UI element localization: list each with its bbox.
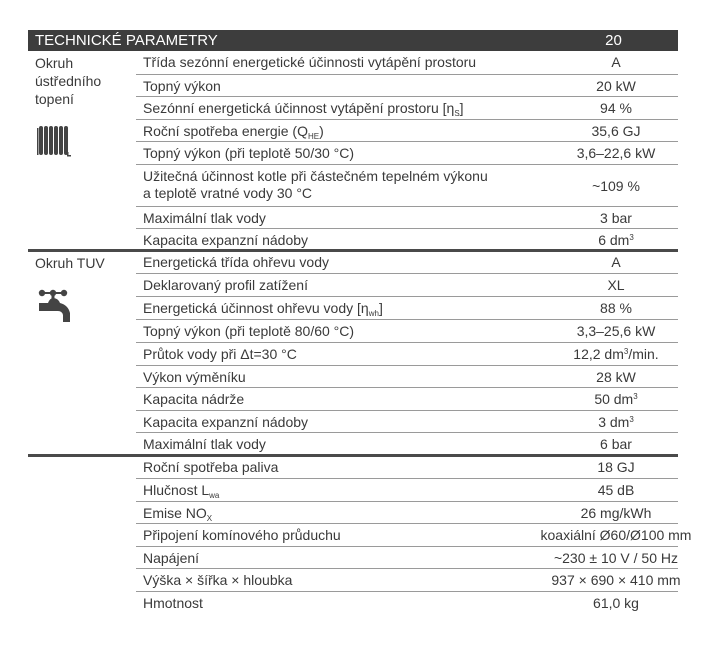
row-label: Výška × šířka × hloubka — [143, 572, 293, 588]
row-label-sub: X — [206, 514, 213, 523]
row-label: Připojení komínového průduchu — [143, 527, 341, 543]
row-value: 3 bar — [600, 210, 632, 226]
row-label: Výkon výměníku — [143, 369, 246, 385]
row-label-text: Roční spotřeba energie (Q — [143, 123, 308, 139]
table-header — [28, 30, 678, 51]
row-label: Průtok vody při Δt=30 °C — [143, 346, 297, 362]
table-row — [136, 342, 678, 365]
table-row — [136, 96, 678, 119]
row-label: Topný výkon (při teplotě 80/60 °C) — [143, 323, 355, 339]
row-label: Energetická třída ohřevu vody — [143, 254, 329, 270]
row-value: A — [611, 254, 621, 270]
section-label-line: ústředního — [35, 73, 102, 89]
row-label: Maximální tlak vody — [143, 210, 266, 226]
table-row — [136, 546, 678, 569]
row-label-after: ] — [378, 300, 383, 316]
table-row — [136, 228, 678, 250]
row-value: 6 bar — [600, 436, 632, 452]
row-value: ~109 % — [592, 178, 640, 194]
row-label: Topný výkon — [143, 78, 221, 94]
row-label-sub: wh — [368, 309, 379, 318]
table-row — [136, 478, 678, 501]
section-general — [28, 456, 692, 616]
table-row — [136, 74, 678, 97]
row-value: 3,6–22,6 kW — [576, 145, 656, 161]
row-label: Roční spotřeba paliva — [143, 459, 279, 475]
row-value — [486, 414, 720, 430]
row-value: XL — [607, 277, 625, 293]
row-value-sup: 3 — [629, 415, 634, 424]
table-row — [136, 296, 678, 319]
row-label-after: ] — [459, 100, 464, 116]
row-label: Deklarovaný profil zatížení — [143, 277, 308, 293]
table-row — [136, 432, 678, 455]
row-value: 20 kW — [596, 78, 636, 94]
row-label-text: Emise NO — [143, 505, 207, 521]
row-label-sub: wa — [209, 491, 220, 500]
row-label-line: a teplotě vratné vody 30 °C — [143, 185, 313, 201]
row-value: 45 dB — [597, 482, 635, 498]
row-label-text: Hlučnost L — [143, 482, 210, 498]
table-row — [136, 523, 692, 546]
row-value — [486, 232, 720, 248]
row-label-text: Energetická účinnost ohřevu vody [η — [143, 300, 369, 316]
row-value-text: 50 dm — [594, 391, 634, 407]
row-value-text: 12,2 dm — [573, 346, 624, 362]
row-label: Maximální tlak vody — [143, 436, 266, 452]
table-row — [136, 164, 678, 206]
row-label: Hmotnost — [143, 595, 203, 611]
row-value-sup: 3 — [623, 347, 629, 356]
row-label-after: ) — [319, 123, 324, 139]
row-value: 94 % — [600, 100, 632, 116]
table-row — [136, 410, 678, 433]
row-label — [143, 168, 488, 202]
row-value: 937 × 690 × 410 mm — [551, 572, 681, 588]
row-value-after: /min. — [628, 346, 659, 362]
table-row — [136, 319, 678, 342]
row-value — [486, 346, 720, 362]
table-row — [136, 568, 681, 591]
table-row — [136, 206, 678, 229]
section-hot-water — [28, 251, 678, 455]
table-row — [136, 51, 678, 74]
section-label-line: topení — [35, 91, 74, 107]
table-row — [136, 501, 678, 524]
table-row — [136, 141, 678, 164]
section-label-hot-water: Okruh TUV — [35, 255, 105, 271]
row-value-sup: 3 — [633, 392, 638, 401]
row-label: Napájení — [143, 550, 200, 566]
row-label-text: Sezónní energetická účinnost vytápění prostoru [η — [143, 100, 455, 116]
row-label: Kapacita nádrže — [143, 391, 245, 407]
row-label: Třída sezónní energetické účinnosti vytápění prostoru — [143, 54, 477, 70]
row-label-line: Užitečná účinnost kotle při částečném tepelném výkonu — [143, 168, 488, 184]
table-row — [136, 273, 678, 296]
header-model: 20 — [605, 32, 622, 49]
row-label: Kapacita expanzní nádoby — [143, 232, 309, 248]
header-title: TECHNICKÉ PARAMETRY — [35, 32, 218, 49]
row-value: ~230 ± 10 V / 50 Hz — [553, 550, 679, 566]
row-value: 3,3–25,6 kW — [576, 323, 656, 339]
radiator-icon — [36, 123, 72, 157]
water-tap-icon — [38, 289, 76, 323]
table-row — [136, 119, 678, 142]
row-value: 35,6 GJ — [591, 123, 641, 139]
row-value — [486, 391, 720, 407]
section-heating — [28, 51, 678, 250]
row-label-sub: HE — [307, 132, 320, 141]
row-label: Kapacita expanzní nádoby — [143, 414, 309, 430]
row-value: 88 % — [600, 300, 632, 316]
row-value: A — [611, 54, 621, 70]
section-label-line: Okruh — [35, 55, 74, 71]
row-label-sub: S — [454, 109, 460, 118]
row-value-text: 3 dm — [598, 414, 630, 430]
row-value: 26 mg/kWh — [580, 505, 652, 521]
row-value: koaxiální Ø60/Ø100 mm — [540, 527, 692, 543]
table-row — [136, 387, 678, 410]
row-value: 18 GJ — [597, 459, 635, 475]
table-row — [136, 456, 678, 478]
row-value: 28 kW — [596, 369, 636, 385]
table-row — [136, 365, 678, 388]
section-label-heating — [35, 54, 101, 108]
table-row — [136, 591, 678, 614]
row-value-sup: 3 — [629, 233, 634, 242]
row-label: Topný výkon (při teplotě 50/30 °C) — [143, 145, 355, 161]
row-value-text: 6 dm — [598, 232, 630, 248]
table-row — [136, 251, 678, 273]
row-value: 61,0 kg — [593, 595, 639, 611]
